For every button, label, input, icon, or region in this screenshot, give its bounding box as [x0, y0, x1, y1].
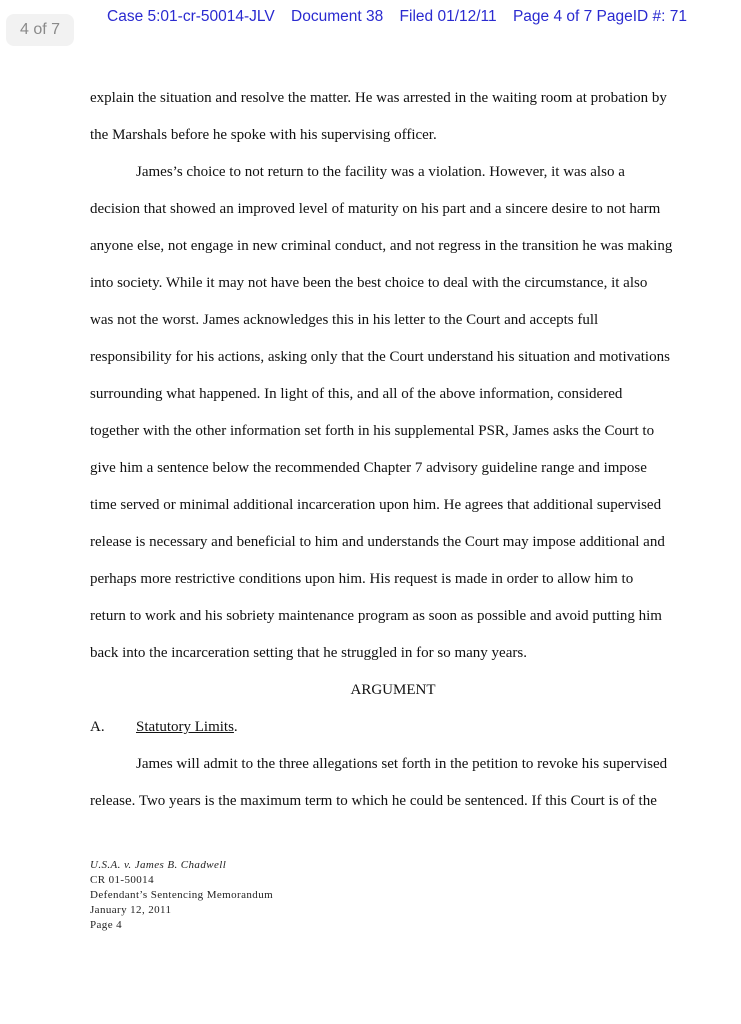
- body-line: together with the other information set forth in his supplemental PSR, James asks the Court to: [90, 423, 655, 439]
- footer-page: Page 4: [90, 919, 123, 931]
- footer-case-number: CR 01-50014: [90, 874, 154, 886]
- section-title-period: .: [233, 719, 238, 735]
- ecf-document-number: Document 38: [291, 8, 384, 25]
- body-line: anyone else, not engage in new criminal conduct, and not regress in the transition he was making: [90, 238, 673, 254]
- body-line: into society. While it may not have been the best choice to deal with the circumstance, it also: [90, 275, 648, 291]
- body-line: perhaps more restrictive conditions upon him. His request is made in order to allow him to: [90, 571, 634, 587]
- body-line: give him a sentence below the recommended Chapter 7 advisory guideline range and impose: [90, 460, 647, 476]
- ecf-page-id: Page 4 of 7 PageID #: 71: [512, 8, 688, 25]
- body-line: explain the situation and resolve the matter. He was arrested in the waiting room at probation by: [90, 90, 667, 106]
- argument-heading: ARGUMENT: [350, 682, 436, 698]
- footer-document-title: Defendant’s Sentencing Memorandum: [90, 889, 274, 901]
- body-line: was not the worst. James acknowledges this in his letter to the Court and accepts full: [90, 312, 599, 328]
- body-line: return to work and his sobriety maintenance program as soon as possible and avoid putting him: [90, 608, 662, 624]
- section-title: Statutory Limits: [136, 719, 234, 735]
- ecf-filed-date: Filed 01/12/11: [399, 8, 497, 25]
- ecf-header: [107, 8, 687, 26]
- body-line: back into the incarceration setting that he struggled in for so many years.: [90, 645, 527, 661]
- body-line: release. Two years is the maximum term to which he could be sentenced. If this Court is of the: [90, 793, 657, 809]
- footer-caption: U.S.A. v. James B. Chadwell: [90, 859, 227, 871]
- document-footer: [90, 858, 273, 933]
- body-line: surrounding what happened. In light of this, and all of the above information, considered: [90, 386, 623, 402]
- footer-date: January 12, 2011: [90, 904, 172, 916]
- body-line: responsibility for his actions, asking only that the Court understand his situation and motivations: [90, 349, 670, 365]
- body-line: James will admit to the three allegations set forth in the petition to revoke his supervised: [136, 756, 668, 772]
- body-line: decision that showed an improved level of maturity on his part and a sincere desire to not harm: [90, 201, 661, 217]
- section-letter: A.: [90, 719, 105, 735]
- ecf-case-number: Case 5:01-cr-50014-JLV: [107, 8, 275, 25]
- body-line: time served or minimal additional incarceration upon him. He agrees that additional supervised: [90, 497, 662, 513]
- body-line: release is necessary and beneficial to him and understands the Court may impose additional and: [90, 534, 665, 550]
- body-line: James’s choice to not return to the facility was a violation. However, it was also a: [136, 164, 625, 180]
- section-heading: [136, 719, 238, 736]
- body-line: the Marshals before he spoke with his supervising officer.: [90, 127, 437, 143]
- page-indicator[interactable]: 4 of 7: [6, 14, 74, 46]
